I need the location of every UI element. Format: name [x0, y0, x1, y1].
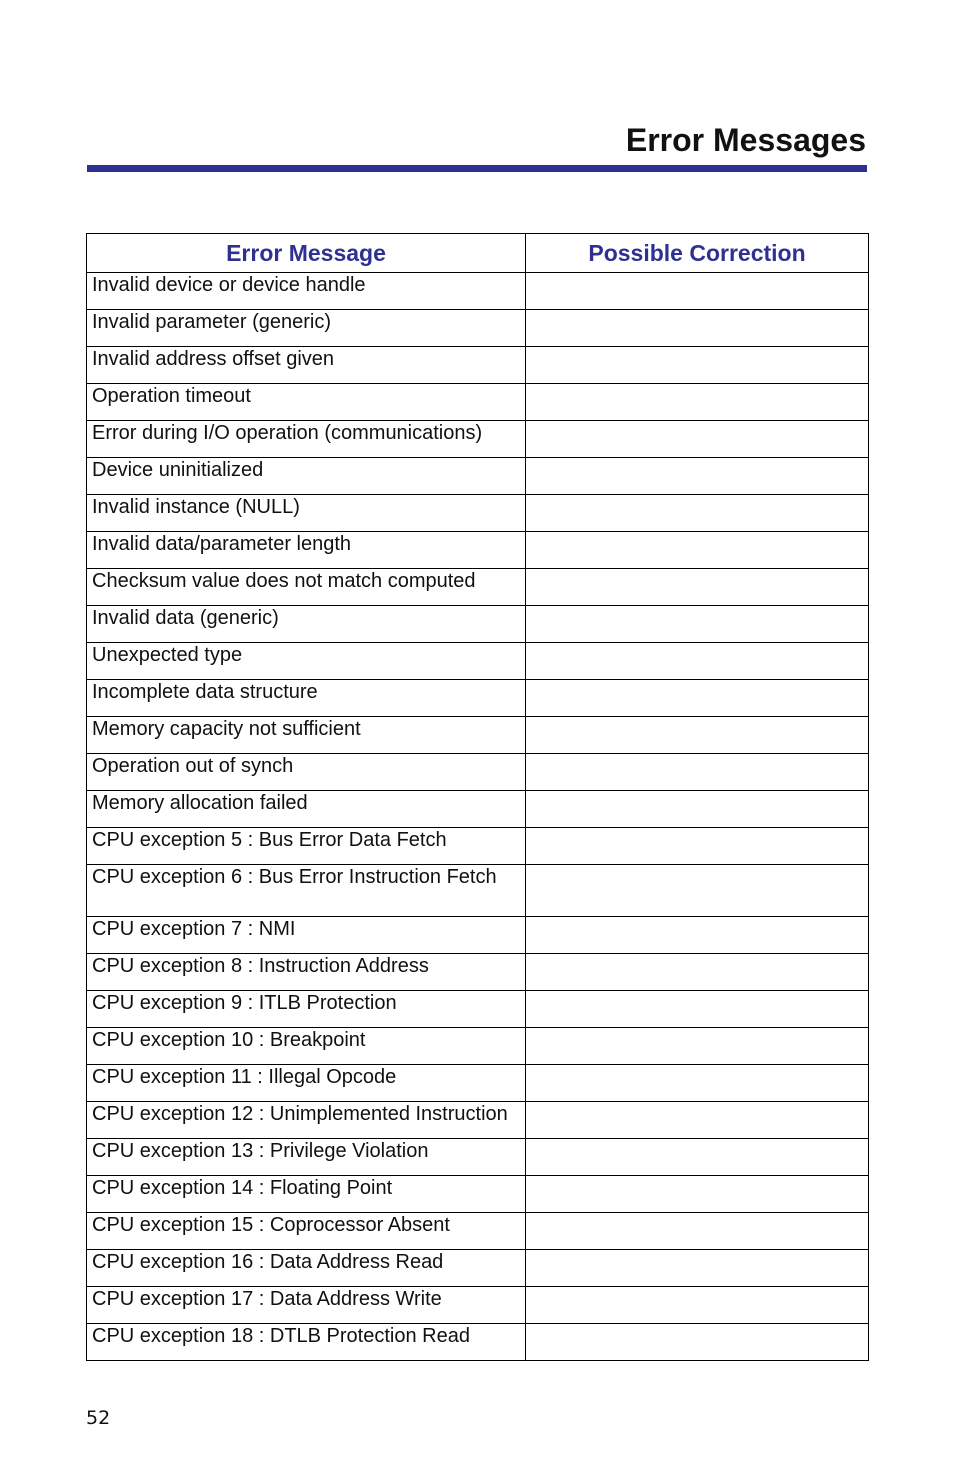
table-row	[87, 458, 869, 495]
error-message-cell: CPU exception 16 : Data Address Read	[87, 1250, 526, 1287]
table-row	[87, 1324, 869, 1361]
possible-correction-cell	[526, 717, 869, 754]
possible-correction-cell	[526, 1102, 869, 1139]
error-messages-table	[86, 233, 869, 1361]
error-message-cell: Invalid address offset given	[87, 347, 526, 384]
error-message-cell: Invalid data (generic)	[87, 606, 526, 643]
table-row	[87, 310, 869, 347]
table-row	[87, 532, 869, 569]
possible-correction-cell	[526, 791, 869, 828]
table-row	[87, 991, 869, 1028]
page-title: Error Messages	[625, 122, 866, 158]
possible-correction-cell	[526, 347, 869, 384]
error-message-cell: Invalid parameter (generic)	[87, 310, 526, 347]
error-message-cell: CPU exception 18 : DTLB Protection Read	[87, 1324, 526, 1361]
possible-correction-cell	[526, 532, 869, 569]
table-row	[87, 828, 869, 865]
error-message-cell: Operation out of synch	[87, 754, 526, 791]
possible-correction-cell	[526, 1139, 869, 1176]
error-message-cell: Operation timeout	[87, 384, 526, 421]
table-row	[87, 680, 869, 717]
error-message-cell: CPU exception 14 : Floating Point	[87, 1176, 526, 1213]
error-message-cell: Memory capacity not sufficient	[87, 717, 526, 754]
error-message-cell: Invalid instance (NULL)	[87, 495, 526, 532]
possible-correction-cell	[526, 680, 869, 717]
error-message-cell: CPU exception 6 : Bus Error Instruction Fetch	[87, 865, 526, 917]
error-message-cell: Device uninitialized	[87, 458, 526, 495]
table-row	[87, 1139, 869, 1176]
possible-correction-cell	[526, 991, 869, 1028]
error-message-cell: CPU exception 17 : Data Address Write	[87, 1287, 526, 1324]
table-row	[87, 421, 869, 458]
error-message-cell: Incomplete data structure	[87, 680, 526, 717]
possible-correction-cell	[526, 954, 869, 991]
error-message-cell: Memory allocation failed	[87, 791, 526, 828]
table-row	[87, 495, 869, 532]
error-message-cell: Checksum value does not match computed	[87, 569, 526, 606]
possible-correction-cell	[526, 569, 869, 606]
possible-correction-cell	[526, 606, 869, 643]
possible-correction-cell	[526, 384, 869, 421]
table-row	[87, 384, 869, 421]
table-row	[87, 865, 869, 917]
table-body	[87, 273, 869, 1361]
possible-correction-cell	[526, 1324, 869, 1361]
error-message-cell: Error during I/O operation (communications)	[87, 421, 526, 458]
possible-correction-cell	[526, 458, 869, 495]
error-message-cell: Unexpected type	[87, 643, 526, 680]
table-row	[87, 643, 869, 680]
possible-correction-cell	[526, 1213, 869, 1250]
possible-correction-cell	[526, 1250, 869, 1287]
error-message-cell: CPU exception 9 : ITLB Protection	[87, 991, 526, 1028]
possible-correction-cell	[526, 1287, 869, 1324]
error-message-cell: CPU exception 12 : Unimplemented Instruction	[87, 1102, 526, 1139]
table-row	[87, 1028, 869, 1065]
error-message-cell: Invalid data/parameter length	[87, 532, 526, 569]
error-message-cell: Invalid device or device handle	[87, 273, 526, 310]
possible-correction-cell	[526, 917, 869, 954]
error-message-cell: CPU exception 5 : Bus Error Data Fetch	[87, 828, 526, 865]
possible-correction-cell	[526, 1065, 869, 1102]
title-rule	[87, 165, 867, 172]
possible-correction-cell	[526, 310, 869, 347]
possible-correction-cell	[526, 273, 869, 310]
possible-correction-cell	[526, 828, 869, 865]
table-row	[87, 791, 869, 828]
table-row	[87, 1213, 869, 1250]
table-row	[87, 754, 869, 791]
table-header-row	[87, 234, 869, 273]
possible-correction-cell	[526, 643, 869, 680]
table-row	[87, 717, 869, 754]
error-message-cell: CPU exception 15 : Coprocessor Absent	[87, 1213, 526, 1250]
possible-correction-cell	[526, 421, 869, 458]
page-number: 52	[86, 1407, 111, 1429]
table-row	[87, 347, 869, 384]
possible-correction-cell	[526, 865, 869, 917]
table-row	[87, 569, 869, 606]
column-header-possible-correction: Possible Correction	[526, 234, 869, 273]
possible-correction-cell	[526, 754, 869, 791]
table-row	[87, 1176, 869, 1213]
possible-correction-cell	[526, 1176, 869, 1213]
table-row	[87, 954, 869, 991]
possible-correction-cell	[526, 1028, 869, 1065]
error-message-cell: CPU exception 10 : Breakpoint	[87, 1028, 526, 1065]
table-row	[87, 273, 869, 310]
table-row	[87, 1250, 869, 1287]
column-header-error-message: Error Message	[87, 234, 526, 273]
error-message-cell: CPU exception 13 : Privilege Violation	[87, 1139, 526, 1176]
table-row	[87, 606, 869, 643]
possible-correction-cell	[526, 495, 869, 532]
table-row	[87, 1287, 869, 1324]
error-message-cell: CPU exception 11 : Illegal Opcode	[87, 1065, 526, 1102]
table-row	[87, 1065, 869, 1102]
error-message-cell: CPU exception 8 : Instruction Address	[87, 954, 526, 991]
error-message-cell: CPU exception 7 : NMI	[87, 917, 526, 954]
table-row	[87, 1102, 869, 1139]
table-row	[87, 917, 869, 954]
